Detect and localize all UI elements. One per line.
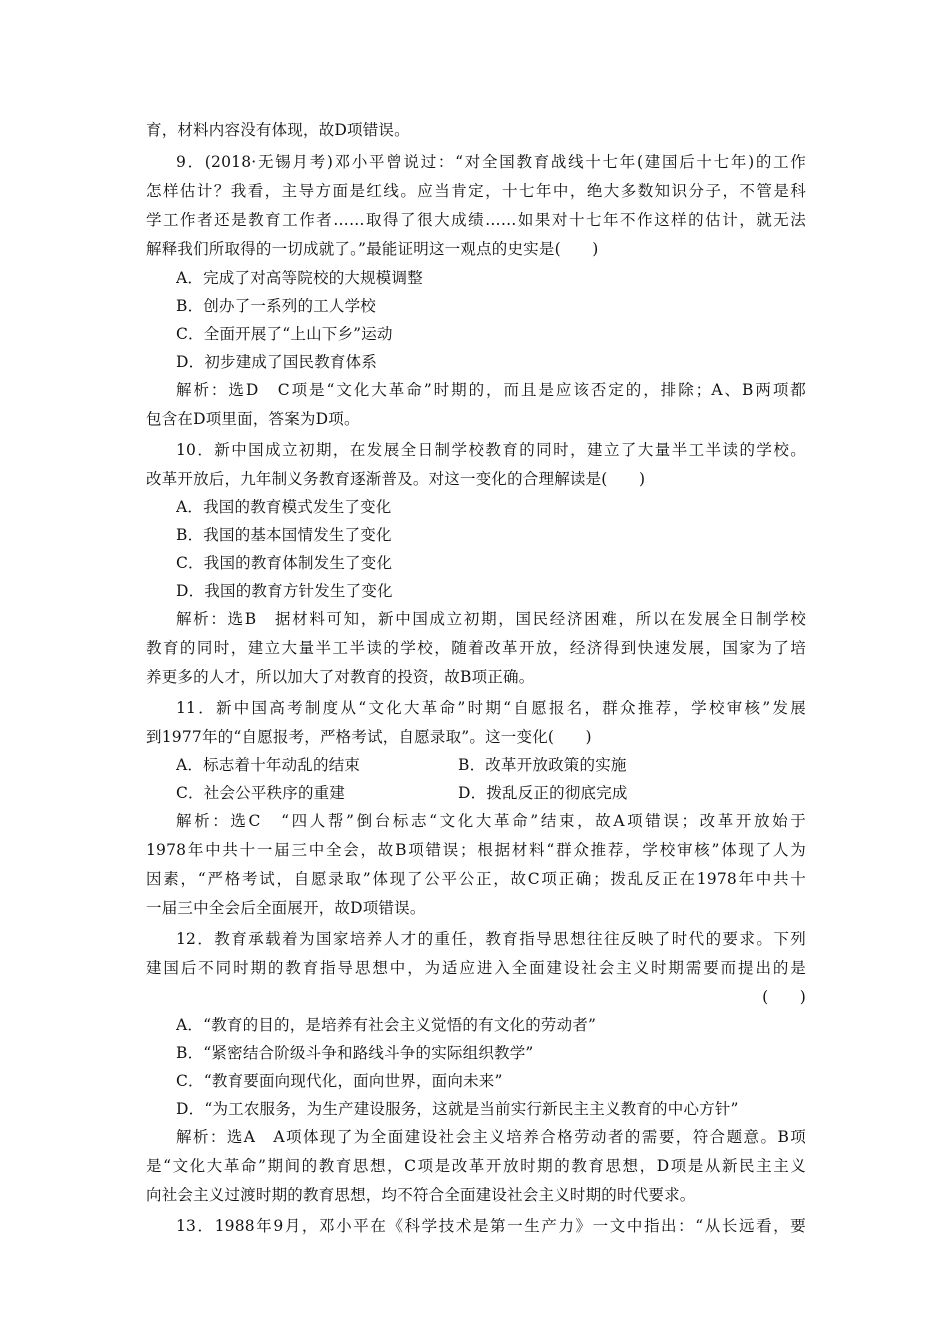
option-b: B．“紧密结合阶级斗争和路线斗争的实际组织教学” [176, 1044, 534, 1062]
text-line: 改革开放后，九年制义务教育逐渐普及。对这一变化的合理解读是( ) [146, 470, 646, 488]
text-line: 1978年中共十一届三中全会，故B项错误；根据材料“群众推荐，学校审核”体现了人为 [146, 841, 806, 859]
text-line: 解释我们所取得的一切成就了。”最能证明这一观点的史实是( ) [146, 240, 599, 258]
option-b: B．创办了一系列的工人学校 [176, 297, 376, 315]
text-line: 教育的同时，建立大量半工半读的学校，随着改革开放，经济得到快速发展，国家为了培 [146, 639, 806, 657]
answer-analysis: 解析：选A A项体现了为全面建设社会主义培养合格劳动者的需要，符合题意。B项 [176, 1128, 806, 1146]
text-line: 是“文化大革命”期间的教育思想，C项是改革开放时期的教育思想，D项是从新民主主义 [146, 1157, 806, 1175]
text-line: 到1977年的“自愿报考，严格考试，自愿录取”。这一变化( ) [146, 728, 592, 746]
text-line: 育，材料内容没有体现，故D项错误。 [146, 121, 410, 139]
question-11-stem: 11．新中国高考制度从“文化大革命”时期“自愿报名，群众推荐，学校审核”发展 [176, 699, 806, 717]
option-b: B．改革开放政策的实施 [458, 756, 627, 774]
option-c: C．社会公平秩序的重建 [176, 784, 346, 802]
option-a: A．“教育的目的，是培养有社会主义觉悟的有文化的劳动者” [176, 1016, 597, 1034]
answer-analysis: 解析：选B 据材料可知，新中国成立初期，国民经济困难，所以在发展全日制学校 [176, 610, 806, 628]
option-d: D．我国的教育方针发生了变化 [176, 582, 393, 600]
option-a: A．标志着十年动乱的结束 [176, 756, 361, 774]
answer-analysis: 解析：选C “四人帮”倒台标志“文化大革命”结束，故A项错误；改革开放始于 [176, 812, 806, 830]
option-d: D．初步建成了国民教育体系 [176, 353, 378, 371]
option-b: B．我国的基本国情发生了变化 [176, 526, 392, 544]
text-line: 因素，“严格考试，自愿录取”体现了公平公正，故C项正确；拨乱反正在1978年中共十 [146, 870, 806, 888]
question-12-stem: 12．教育承载着为国家培养人才的重任，教育指导思想往往反映了时代的要求。下列 [176, 930, 806, 948]
question-10-stem: 10．新中国成立初期，在发展全日制学校教育的同时，建立了大量半工半读的学校。 [176, 441, 806, 459]
option-d: D．“为工农服务，为生产建设服务，这就是当前实行新民主主义教育的中心方针” [176, 1100, 739, 1118]
question-9-stem: 9．(2018·无锡月考)邓小平曾说过：“对全国教育战线十七年(建国后十七年)的工作 [176, 153, 806, 171]
option-a: A．完成了对高等院校的大规模调整 [176, 269, 423, 287]
text-line: 建国后不同时期的教育指导思想中，为适应进入全面建设社会主义时期需要而提出的是 [146, 959, 806, 977]
text-line: 一届三中全会后全面展开，故D项错误。 [146, 899, 426, 917]
text-line: 向社会主义过渡时期的教育思想，均不符合全面建设社会主义时期的时代要求。 [146, 1186, 696, 1204]
text-line: 学工作者还是教育工作者……取得了很大成绩……如果对十七年不作这样的估计，就无法 [146, 211, 806, 229]
answer-analysis: 解析：选D C项是“文化大革命”时期的，而且是应该否定的，排除；A、B两项都 [176, 381, 806, 399]
text-line: 养更多的人才，所以加大了对教育的投资，故B项正确。 [146, 668, 535, 686]
option-c: C．“教育要面向现代化，面向世界，面向未来” [176, 1072, 503, 1090]
text-line: 怎样估计？我看，主导方面是红线。应当肯定，十七年中，绝大多数知识分子，不管是科 [146, 182, 806, 200]
text-line: 包含在D项里面，答案为D项。 [146, 410, 360, 428]
option-d: D．拨乱反正的彻底完成 [458, 784, 628, 802]
answer-blank: ( ) [762, 988, 806, 1006]
option-a: A．我国的教育模式发生了变化 [176, 498, 392, 516]
question-13-stem: 13．1988年9月，邓小平在《科学技术是第一生产力》一文中指出：“从长远看，要 [176, 1217, 806, 1235]
option-c: C．全面开展了“上山下乡”运动 [176, 325, 393, 343]
option-c: C．我国的教育体制发生了变化 [176, 554, 393, 572]
